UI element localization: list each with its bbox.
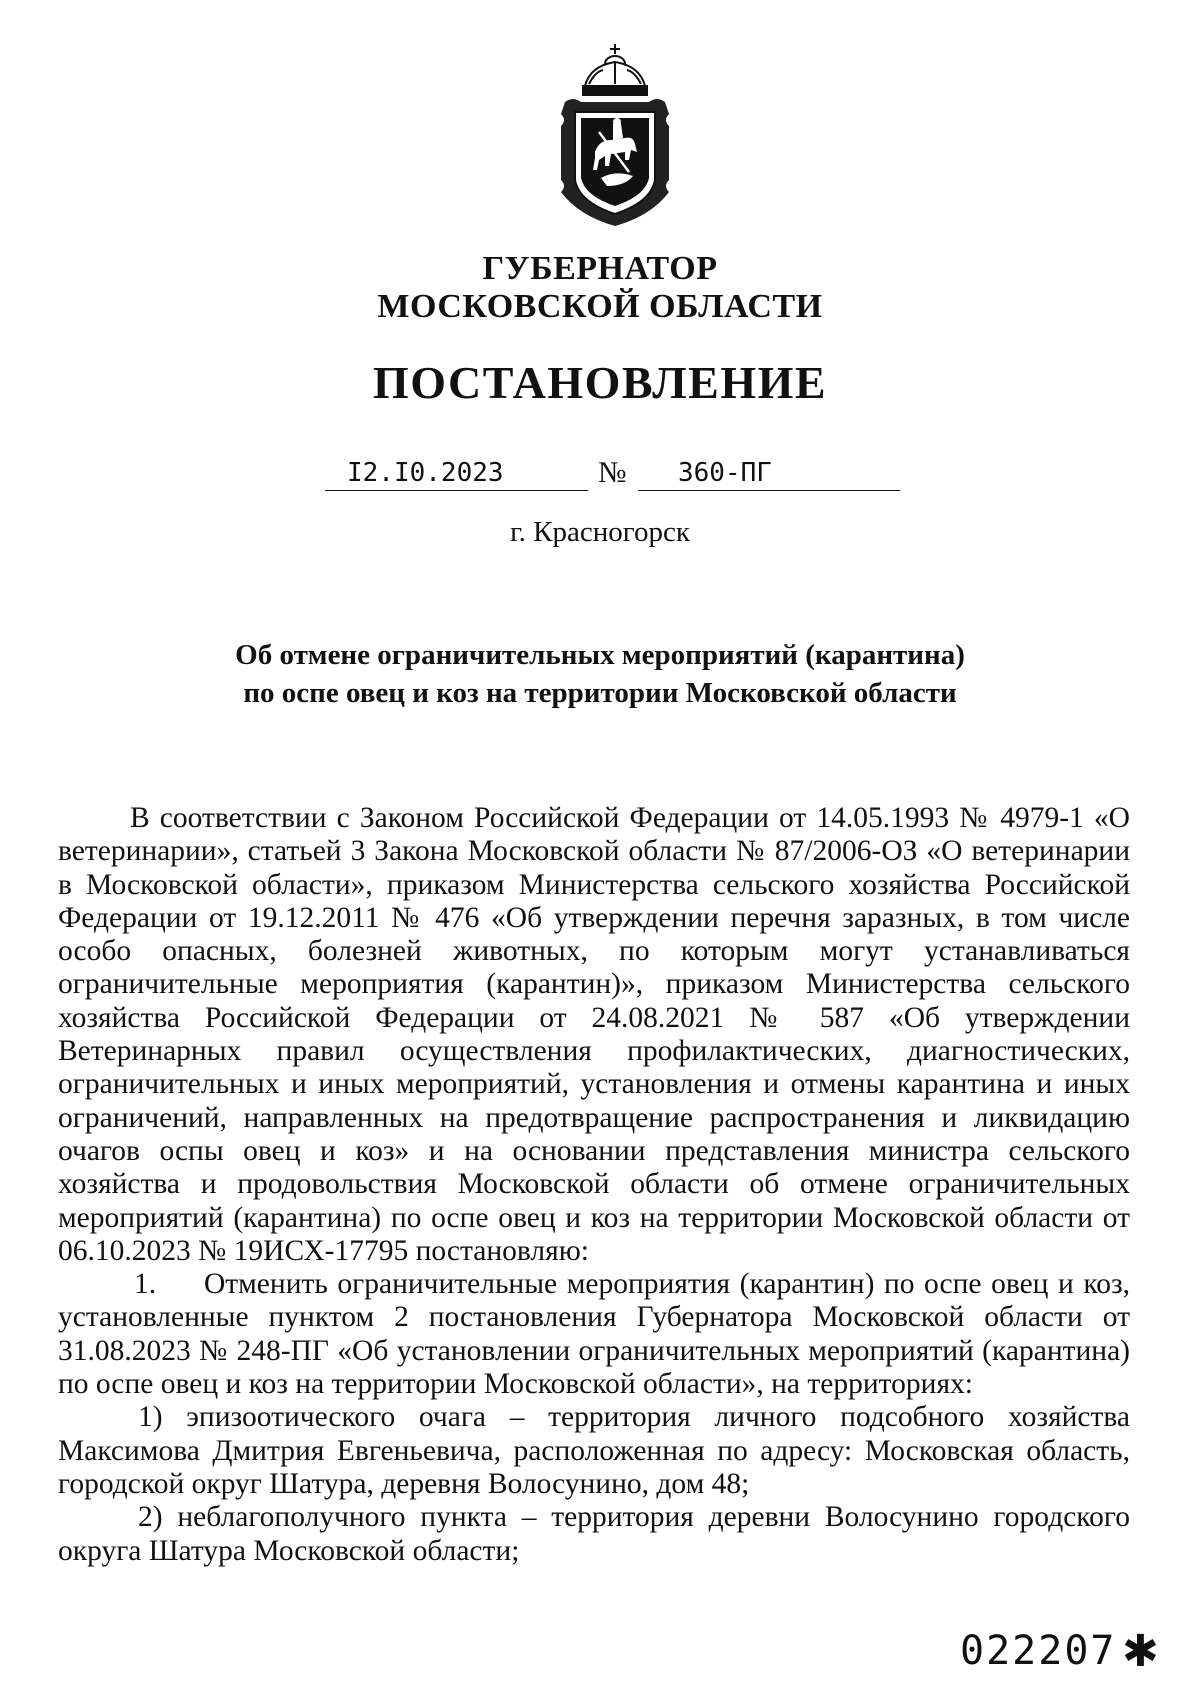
authority-title: ГУБЕРНАТОР [482, 250, 718, 287]
preamble-paragraph: В соответствии с Законом Российской Федерации от 14.05.1993 № 4979-1 «О ветеринарии», статьей 3 Закона Московской области № 87/2006-ОЗ «О ветеринарии в Московской области», приказом Министерства сельского хозяйства Российской Федерации от 19.12.2011 № 476 «Об утверждении перечня заразных, в том числе особо опасных, болезней животных, по которым могут устанавливаться ограничительные мероприятия (карантин)», приказом Министерства сельского хозяйства Российской Федерации от 24.08.2021 № 587 «Об утверждении Ветеринарных правил осуществления профилактических, диагностических, ограничительных и иных мероприятий, установления и отмены карантина и иных ограничений, направленных на предотвращение распространения и ликвидацию очагов оспы овец и коз» и на основании представления министра сельского хозяйства и продовольствия Московской области об отмене ограничительных мероприятий (карантина) по оспе овец и коз на территории Московской области от 06.10.2023 № 19ИСХ-17795 постановляю: [58, 802, 1130, 1267]
subject-line-2: по оспе овец и коз на территории Московской области [243, 677, 957, 709]
item-1-paragraph: 1. Отменить ограничительные мероприятия (карантин) по оспе овец и коз, установленные пунктом 2 постановления Губернатора Московской области от 31.08.2023 № 248-ПГ «Об установлении ограничительных мероприятий (карантина) по оспе овец и коз на территории Московской области», на территориях: [58, 1268, 1130, 1401]
document-type: ПОСТАНОВЛЕНИЕ [372, 357, 828, 408]
number-sign: № [598, 456, 627, 489]
authority-region: МОСКОВСКОЙ ОБЛАСТИ [377, 288, 823, 325]
document-subject [0, 636, 1200, 712]
subitem-1-paragraph: 1) эпизоотического очага – территория личного подсобного хозяйства Максимова Дмитрия Евгеньевича, расположенная по адресу: Московская область, городской округ Шатура, деревня Волосунино, дом 48; [58, 1401, 1130, 1500]
subitem-2-paragraph: 2) неблагополучного пункта – территория деревни Волосунино городского округа Шатура Московской области; [58, 1501, 1130, 1567]
coat-of-arms-emblem [555, 40, 675, 230]
asterisk-mark-icon: ✱ [1122, 1627, 1159, 1676]
document-date: I2.I0.2023 [325, 456, 588, 491]
form-serial-number: 022207 [960, 1628, 1117, 1674]
subject-line-1: Об отмене ограничительных мероприятий (карантина) [235, 639, 965, 671]
document-number: 360-ПГ [638, 456, 900, 491]
issuing-authority [0, 250, 1200, 326]
document-city: г. Красногорск [510, 516, 690, 548]
document-body [58, 802, 1130, 1568]
